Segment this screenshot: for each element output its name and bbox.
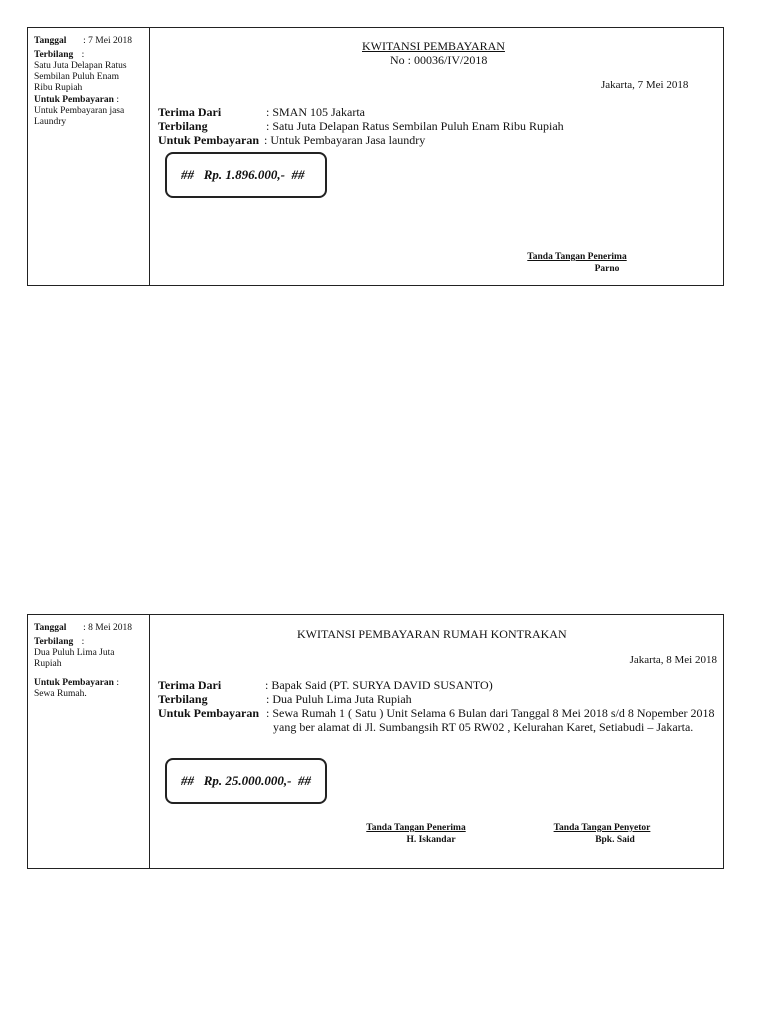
signature-name: Bpk. Said xyxy=(595,835,635,845)
field-untuk-value-2: yang ber alamat di Jl. Sumbangsih RT 05 RW02 , Kelurahan Karet, Setiabudi – Jakarta. xyxy=(273,720,694,734)
field-terbilang-value: : Satu Juta Delapan Ratus Sembilan Puluh Enam Ribu Rupiah xyxy=(266,119,564,133)
field-terima-value: : Bapak Said (PT. SURYA DAVID SUSANTO) xyxy=(265,678,493,692)
signature-name: Parno xyxy=(594,264,620,274)
stub-tanggal xyxy=(34,623,149,634)
amount-box xyxy=(165,758,327,804)
stub-tanggal-value: : 7 Mei 2018 xyxy=(83,36,132,46)
stub-terbilang-line: Ribu Rupiah xyxy=(34,83,83,93)
stub-terbilang-line: Satu Juta Delapan Ratus xyxy=(34,61,127,71)
place-date: Jakarta, 8 Mei 2018 xyxy=(629,654,717,666)
stub-terbilang-colon: : xyxy=(81,50,85,60)
stub-terbilang xyxy=(34,50,149,94)
amount-value: ## Rp. 1.896.000,- ## xyxy=(181,167,305,182)
receipt-stub xyxy=(28,28,150,285)
field-terbilang-label: Terbilang xyxy=(158,119,208,133)
stub-tanggal xyxy=(34,36,149,47)
stub-tanggal-value: : 8 Mei 2018 xyxy=(83,623,132,633)
stub-untuk-colon: : xyxy=(116,678,119,688)
field-terbilang-value: : Dua Puluh Lima Juta Rupiah xyxy=(266,692,412,706)
field-terima-label: Terima Dari xyxy=(158,105,222,119)
receipt-title: KWITANSI PEMBAYARAN RUMAH KONTRAKAN xyxy=(297,627,567,641)
receipt-kontrakan xyxy=(27,614,724,869)
receipt-body xyxy=(150,28,723,285)
stub-terbilang-line: Sembilan Puluh Enam xyxy=(34,72,119,82)
signature-penyetor xyxy=(542,822,662,846)
field-terbilang-label: Terbilang xyxy=(158,692,208,706)
amount-box xyxy=(165,152,327,198)
signature-role: Tanda Tangan Penerima xyxy=(527,252,627,262)
receipt-laundry xyxy=(27,27,724,286)
signature-penerima xyxy=(356,822,476,846)
field-terima-value: : SMAN 105 Jakarta xyxy=(266,105,365,119)
stub-terbilang-label: Terbilang xyxy=(34,637,74,647)
field-untuk-value: : Untuk Pembayaran Jasa laundry xyxy=(264,133,426,147)
stub-terbilang xyxy=(34,637,149,670)
stub-untuk-label: Untuk Pembayaran xyxy=(34,678,114,688)
stub-untuk xyxy=(34,95,149,128)
signature-penerima xyxy=(522,251,632,275)
stub-untuk xyxy=(34,678,149,700)
field-terbilang xyxy=(158,119,564,133)
place-date: Jakarta, 7 Mei 2018 xyxy=(601,79,689,91)
field-terima xyxy=(158,105,365,119)
stub-untuk-colon: : xyxy=(116,95,119,105)
field-untuk xyxy=(158,706,715,720)
receipt-number: No : 00036/IV/2018 xyxy=(390,53,488,67)
receipt-title: KWITANSI PEMBAYARAN xyxy=(362,39,505,53)
receipt-stub xyxy=(28,615,150,868)
field-untuk-value: : Sewa Rumah 1 ( Satu ) Unit Selama 6 Bulan dari Tanggal 8 Mei 2018 s/d 8 Nopember 2018 xyxy=(266,706,715,720)
receipt-body xyxy=(150,615,723,868)
stub-terbilang-line: Dua Puluh Lima Juta xyxy=(34,648,115,658)
stub-untuk-line: Sewa Rumah. xyxy=(34,689,87,699)
signature-name: H. Iskandar xyxy=(406,835,456,845)
field-terima xyxy=(158,678,493,692)
signature-role: Tanda Tangan Penyetor xyxy=(553,823,651,833)
field-untuk-continued xyxy=(273,720,693,734)
stub-untuk-label: Untuk Pembayaran xyxy=(34,95,114,105)
field-untuk-label: Untuk Pembayaran xyxy=(158,133,260,147)
field-terima-label: Terima Dari xyxy=(158,678,222,692)
signature-role: Tanda Tangan Penerima xyxy=(366,823,466,833)
field-untuk-label: Untuk Pembayaran xyxy=(158,706,260,720)
stub-tanggal-label: Tanggal xyxy=(34,36,67,46)
field-untuk xyxy=(158,133,425,147)
stub-untuk-line: Untuk Pembayaran jasa xyxy=(34,106,125,116)
stub-untuk-line: Laundry xyxy=(34,117,67,127)
stub-terbilang-line: Rupiah xyxy=(34,659,62,669)
stub-tanggal-label: Tanggal xyxy=(34,623,67,633)
stub-terbilang-colon: : xyxy=(81,637,85,647)
amount-value: ## Rp. 25.000.000,- ## xyxy=(181,773,311,788)
field-terbilang xyxy=(158,692,412,706)
stub-terbilang-label: Terbilang xyxy=(34,50,74,60)
